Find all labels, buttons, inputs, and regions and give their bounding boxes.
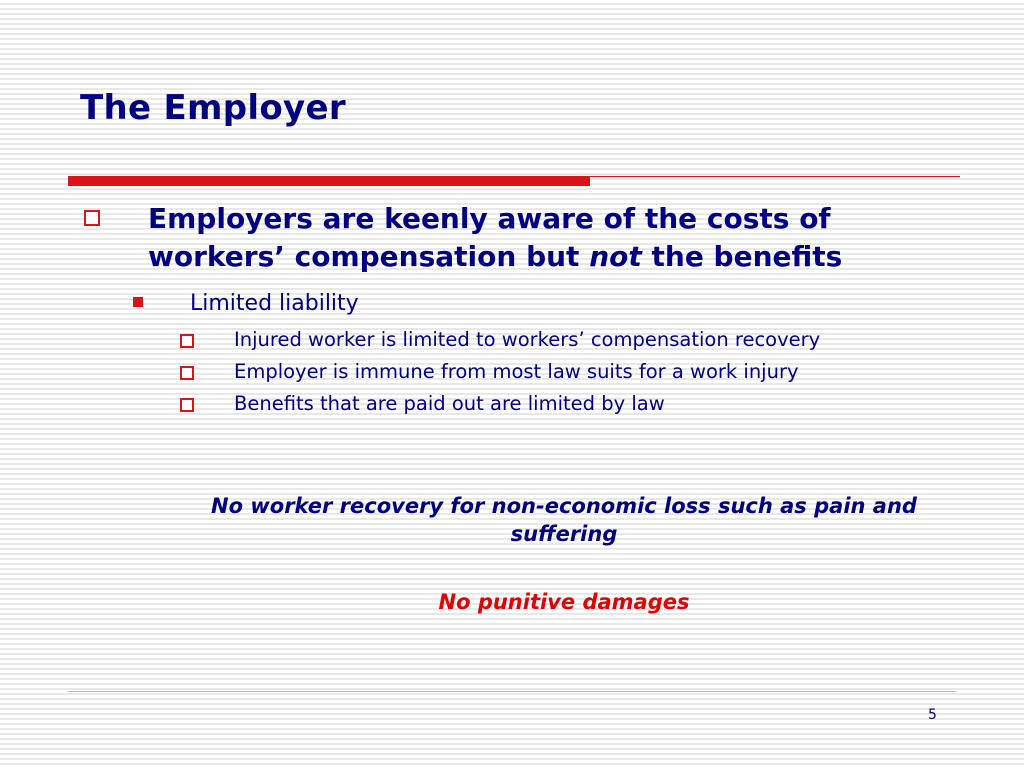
- note-line-1: No worker recovery for non-economic loss such as pain and: [211, 494, 917, 518]
- main-bullet-line-2: [148, 238, 1008, 276]
- note-non-economic-loss: [120, 492, 1008, 548]
- note-punitive-damages: No punitive damages: [438, 590, 690, 614]
- main-bullet-line-1: Employers are keenly aware of the costs of: [148, 202, 831, 235]
- sub-sub-bullet-text: Injured worker is limited to workers’ compensation recovery: [234, 328, 821, 351]
- hollow-square-bullet-icon: [180, 366, 194, 380]
- hollow-square-bullet-icon: [180, 334, 194, 348]
- sub-sub-bullet-text: Benefits that are paid out are limited by law: [234, 392, 665, 415]
- sub-sub-bullet-text: Employer is immune from most law suits for a work injury: [234, 360, 799, 383]
- main-bullet-emphasis: not: [589, 240, 642, 273]
- hollow-square-bullet-icon: [180, 398, 194, 412]
- slide-title: The Employer: [80, 88, 346, 128]
- main-bullet-line-2-part-2: the benefits: [641, 240, 843, 273]
- note-line-2: suffering: [510, 522, 618, 546]
- page-number: 5: [928, 707, 937, 723]
- sub-bullet-text: Limited liability: [190, 291, 359, 316]
- title-underline-thick: [68, 176, 590, 186]
- footer-divider: [68, 691, 956, 692]
- filled-square-bullet-icon: [133, 297, 143, 307]
- title-underline-thin: [590, 176, 960, 177]
- main-bullet-line-2-part-1: workers’ compensation but: [148, 240, 590, 273]
- hollow-square-bullet-icon: [84, 210, 100, 226]
- main-bullet-text: [148, 200, 1008, 276]
